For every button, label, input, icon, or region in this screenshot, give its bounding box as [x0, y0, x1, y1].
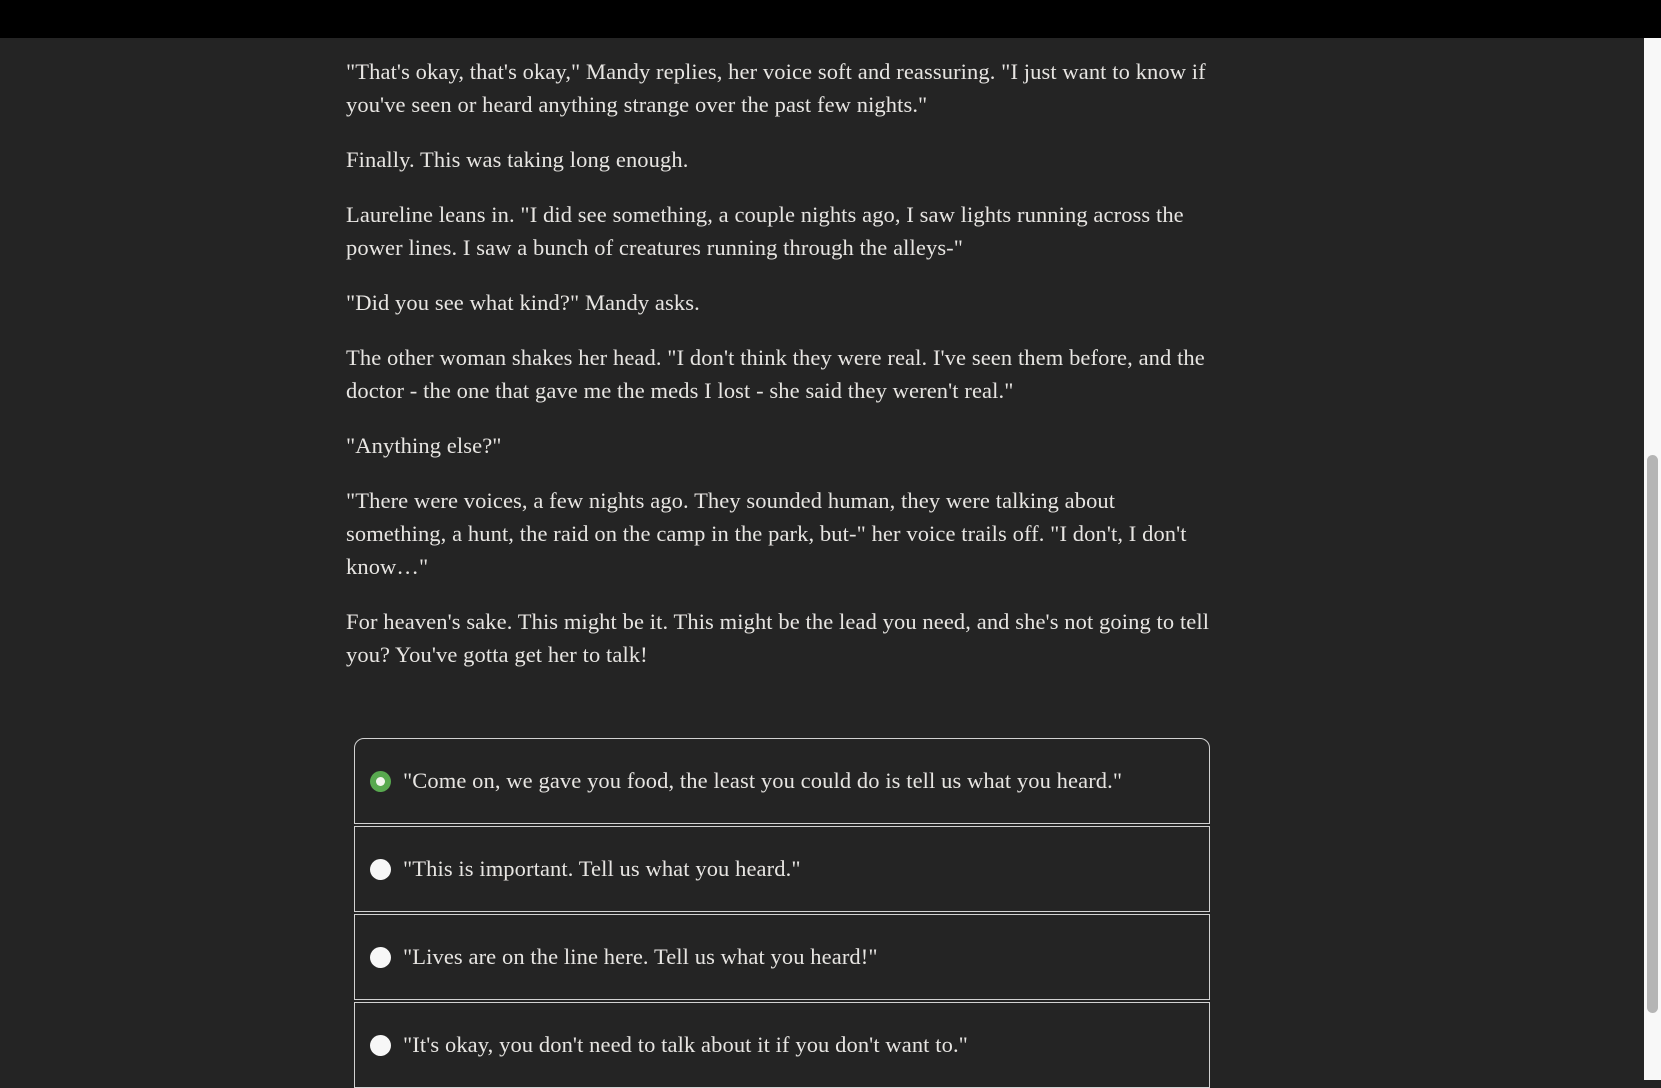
story-paragraph: Laureline leans in. "I did see something, a couple nights ago, I saw lights running across the power lines. I saw a bunch of creatures running through the alleys-": [346, 198, 1212, 264]
scrollbar-track[interactable]: [1644, 38, 1661, 1080]
radio-icon[interactable]: [370, 1035, 391, 1056]
choice-option-1[interactable]: [354, 738, 1210, 824]
radio-icon[interactable]: [370, 859, 391, 880]
story-paragraph: "That's okay, that's okay," Mandy replies, her voice soft and reassuring. "I just want to know if you've seen or heard anything strange over the past few nights.": [346, 55, 1212, 121]
radio-selected-icon[interactable]: [370, 771, 391, 792]
choice-label: "Lives are on the line here. Tell us what you heard!": [403, 942, 878, 972]
radio-icon[interactable]: [370, 947, 391, 968]
top-black-bar: [0, 0, 1661, 38]
story-paragraph: "Anything else?": [346, 429, 1212, 462]
choice-option-2[interactable]: [354, 826, 1210, 912]
story-paragraph: Finally. This was taking long enough.: [346, 143, 1212, 176]
choice-label: "Come on, we gave you food, the least you could do is tell us what you heard.": [403, 766, 1122, 796]
story-paragraph: "Did you see what kind?" Mandy asks.: [346, 286, 1212, 319]
story-paragraph: The other woman shakes her head. "I don't think they were real. I've seen them before, and the doctor - the one that gave me the meds I lost - she said they weren't real.": [346, 341, 1212, 407]
story-paragraph: For heaven's sake. This might be it. This might be the lead you need, and she's not going to tell you? You've gotta get her to talk!: [346, 605, 1212, 671]
story-paragraph: "There were voices, a few nights ago. They sounded human, they were talking about something, a hunt, the raid on the camp in the park, but-" her voice trails off. "I don't, I don't know…": [346, 484, 1212, 583]
choice-label: "It's okay, you don't need to talk about it if you don't want to.": [403, 1030, 968, 1060]
scrollbar-thumb[interactable]: [1647, 455, 1658, 1013]
choice-option-3[interactable]: [354, 914, 1210, 1000]
story-page: [346, 38, 1212, 1088]
choice-group: [354, 738, 1210, 1088]
choice-label: "This is important. Tell us what you heard.": [403, 854, 801, 884]
choice-option-4[interactable]: [354, 1002, 1210, 1088]
